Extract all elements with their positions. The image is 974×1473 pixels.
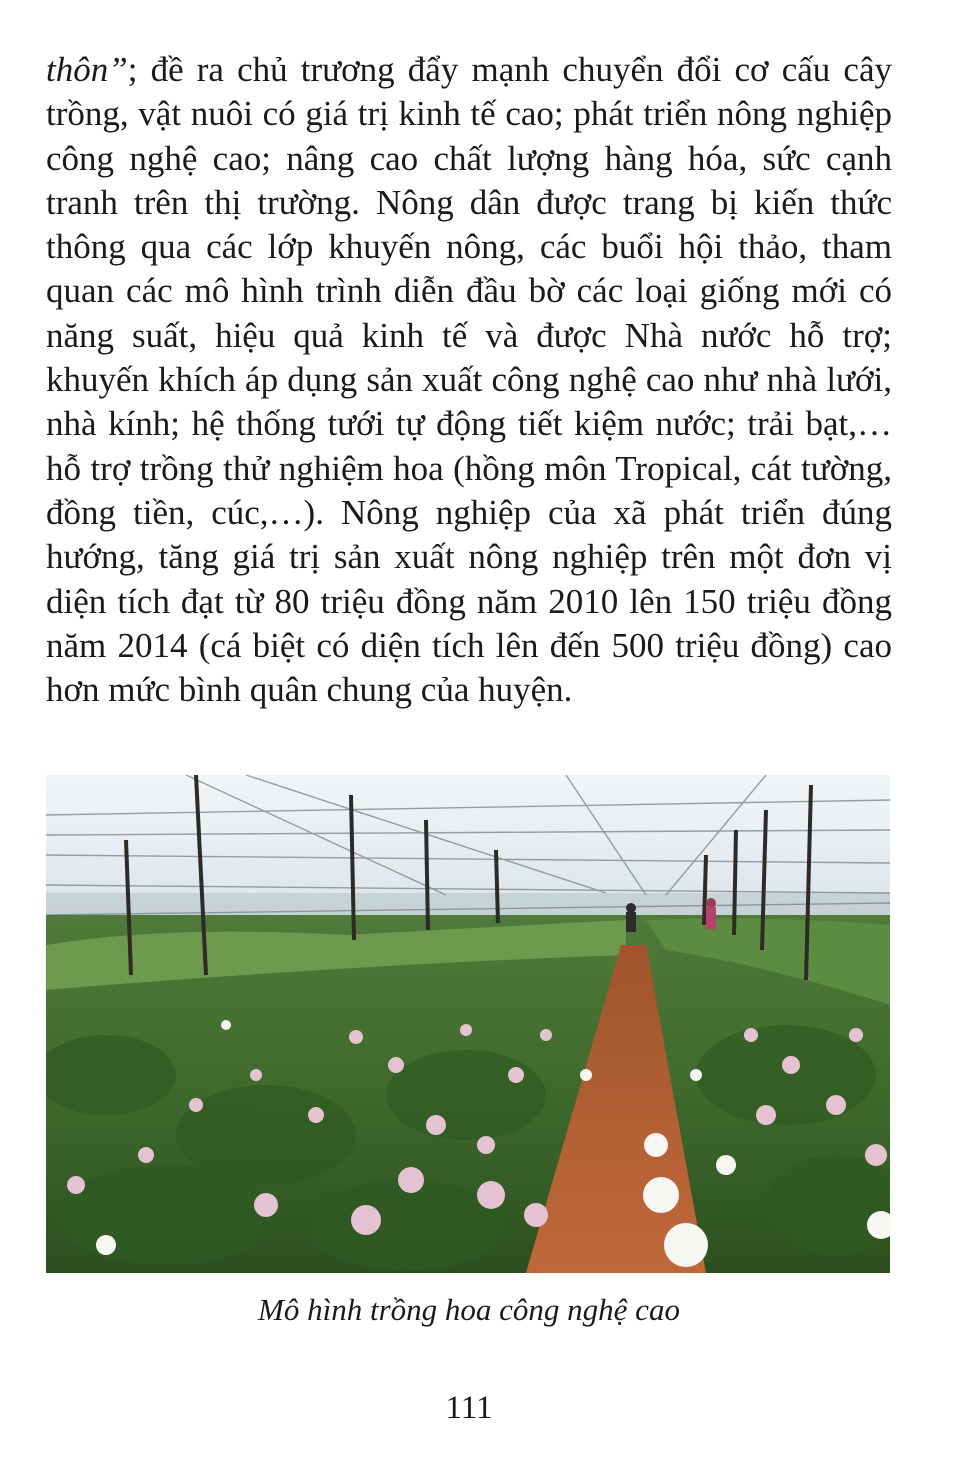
body-paragraph [46, 48, 892, 712]
quote-end-italic: thôn” [46, 50, 128, 89]
paragraph-text: ; đề ra chủ trương đẩy mạnh chuyển đổi cơ cấu cây trồng, vật nuôi có giá trị kinh tế cao; phát triển nông nghiệp công nghệ cao; nâng cao chất lượng hàng hóa, sức cạnh tranh trên thị trường. Nông dân được trang bị kiến thức thông qua các lớp khuyến nông, các buổi hội thảo, tham quan các mô hình trình diễn đầu bờ các loại giống mới có năng suất, hiệu quả kinh tế và được Nhà nước hỗ trợ; khuyến khích áp dụng sản xuất công nghệ cao như nhà lưới, nhà kính; hệ thống tưới tự động tiết kiệm nước; trải bạt,… hỗ trợ trồng thử nghiệm hoa (hồng môn Tropical, cát tường, đồng tiền, cúc,…). Nông nghiệp của xã phát triển đúng hướng, tăng giá trị sản xuất nông nghiệp trên một đơn vị diện tích đạt từ 80 triệu đồng năm 2010 lên 150 triệu đồng năm 2014 (cá biệt có diện tích lên đến 500 triệu đồng) cao hơn mức bình quân chung của huyện. [46, 50, 892, 710]
flower-greenhouse-photo [46, 775, 890, 1273]
page-number: 111 [445, 1390, 493, 1426]
photo-caption: Mô hình trồng hoa công nghệ cao [258, 1292, 680, 1327]
